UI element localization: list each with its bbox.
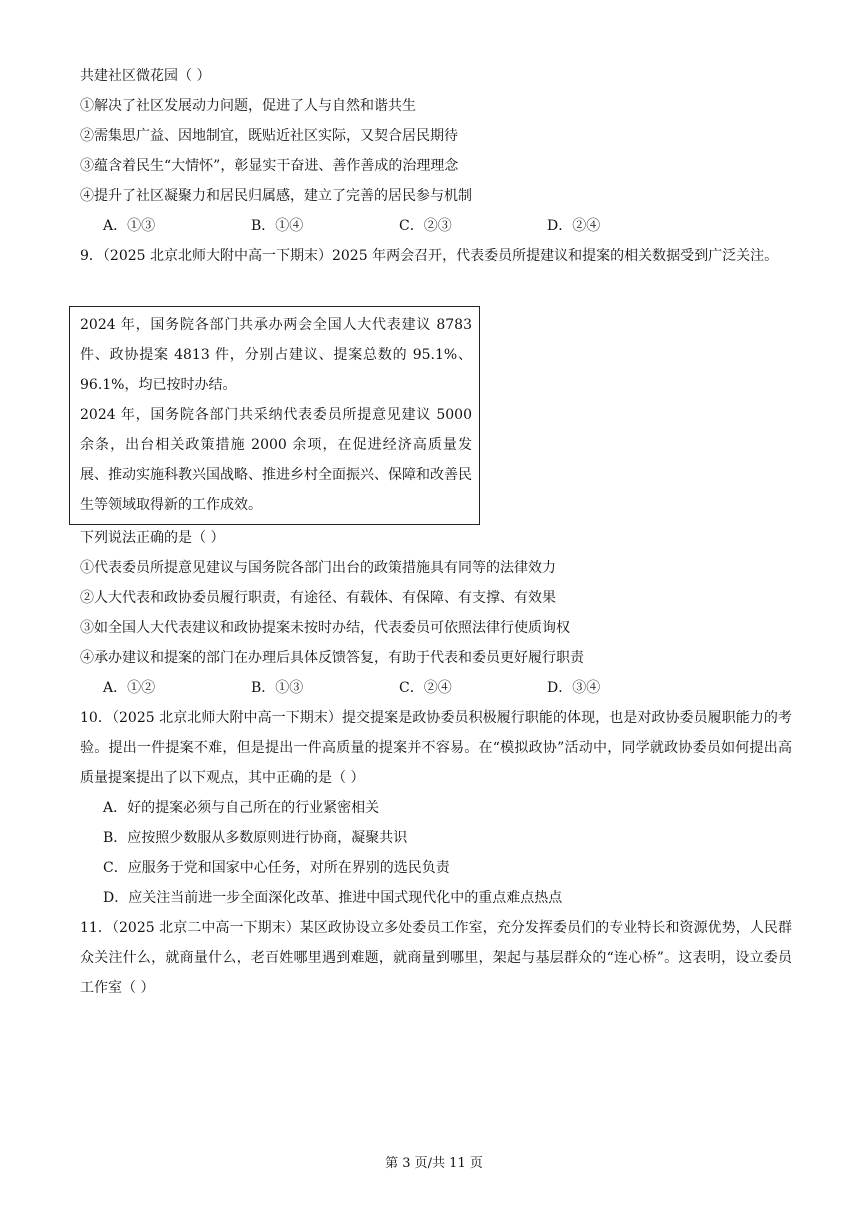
- q8-item-3: ③蕴含着民生“大情怀”，彰显实干奋进、善作善成的治理理念: [80, 158, 459, 174]
- q9-option-a: A．①②: [103, 680, 156, 696]
- q8-option-c: C．②③: [399, 218, 452, 234]
- q9-material-1: 2024 年，国务院各部门共承办两会全国人大代表建议 8783 件、政协提案 4813 件，分别占建议、提案总数的 95.1%、96.1%，均已按时办结。: [80, 317, 472, 393]
- q9-material-box: [69, 306, 480, 525]
- q8-item-4: ④提升了社区凝聚力和居民归属感，建立了完善的居民参与机制: [80, 188, 472, 204]
- q8-options: [103, 216, 695, 236]
- q9-stem: 9．（2025 北京北师大附中高一下期末）2025 年两会召开，代表委员所提建议和提案的相关数据受到广泛关注。: [80, 248, 779, 264]
- q9-item-4: ④承办建议和提案的部门在办理后具体反馈答复，有助于代表和委员更好履行职责: [80, 650, 584, 666]
- q10-stem: 10．（2025 北京北师大附中高一下期末）提交提案是政协委员积极履行职能的体现，也是对政协委员履职能力的考验。提出一件提案不难，但是提出一件高质量的提案并不容易。在“模拟政协”活动中，同学就政协委员如何提出高质量提案提出了以下观点，其中正确的是（ ）: [80, 710, 792, 786]
- q10-option-d: D．应关注当前进一步全面深化改革、推进中国式现代化中的重点难点热点: [103, 890, 563, 906]
- q10-option-b: B．应按照少数服从多数原则进行协商，凝聚共识: [103, 830, 408, 846]
- q11-stem: 11．（2025 北京二中高一下期末）某区政协设立多处委员工作室，充分发挥委员们的专业特长和资源优势，人民群众关注什么，就商量什么，老百姓哪里遇到难题，就商量到哪里，架起与基层群众的“连心桥”。这表明，设立委员工作室（ ）: [80, 920, 792, 996]
- q9-option-d: D．③④: [547, 680, 601, 696]
- q10-option-a: A．好的提案必须与自己所在的行业紧密相关: [103, 800, 380, 816]
- q9-option-c: C．②④: [399, 680, 452, 696]
- q9-item-2: ②人大代表和政协委员履行职责，有途径、有载体、有保障、有支撑、有效果: [80, 590, 556, 606]
- q8-option-a: A．①③: [103, 218, 156, 234]
- q9-options: [103, 678, 695, 698]
- q9-item-1: ①代表委员所提意见建议与国务院各部门出台的政策措施具有同等的法律效力: [80, 560, 556, 576]
- q8-stem-tail: 共建社区微花园（ ）: [80, 68, 211, 84]
- q9-item-3: ③如全国人大代表建议和政协提案未按时办结，代表委员可依照法律行使质询权: [80, 620, 570, 636]
- q8-option-d: D．②④: [547, 218, 601, 234]
- q9-material-2: 2024 年，国务院各部门共采纳代表委员所提意见建议 5000 余条，出台相关政策措施 2000 余项，在促进经济高质量发展、推动实施科教兴国战略、推进乡村全面振兴、保障和改善民生等领域取得新的工作成效。: [80, 407, 472, 513]
- q8-item-2: ②需集思广益、因地制宜，既贴近社区实际，又契合居民期待: [80, 128, 458, 144]
- q9-option-b: B．①③: [251, 680, 304, 696]
- page-number: 第 3 页/共 11 页: [385, 1156, 483, 1171]
- q8-item-1: ①解决了社区发展动力问题，促进了人与自然和谐共生: [80, 98, 416, 114]
- q8-option-b: B．①④: [251, 218, 304, 234]
- q9-question: 下列说法正确的是（ ）: [80, 530, 225, 546]
- q10-option-c: C．应服务于党和国家中心任务，对所在界别的选民负责: [103, 860, 450, 876]
